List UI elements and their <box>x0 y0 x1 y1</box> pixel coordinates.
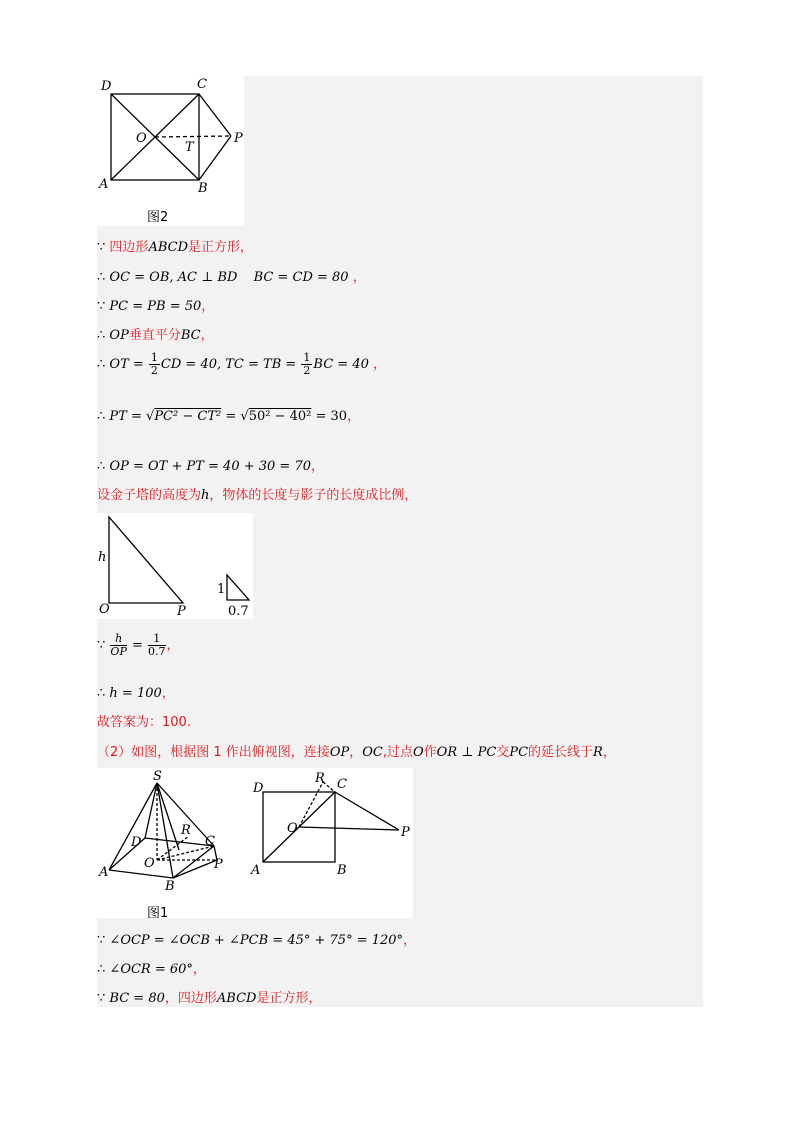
fig1-label-S: S <box>153 769 162 784</box>
fig1-label-B: B <box>165 879 175 894</box>
line-5: ∴ OT = $\frac{1}{2}$ CD = 40, TC = TB = $\frac{1}{2}$ BC = 40 ， <box>97 351 387 378</box>
figure-1-caption: 图1 <box>147 906 169 921</box>
line-15: ∵ BC = 80，四边形ABCD是正方形， <box>97 991 322 1006</box>
label-P: P <box>177 604 186 619</box>
line-10: ∴ h = 100， <box>97 686 175 701</box>
figure-1 <box>97 768 413 921</box>
figure-triangles <box>97 513 253 619</box>
label-A: A <box>99 177 109 192</box>
fig1-label-R: R <box>181 823 191 838</box>
line-12: （2）如图，根据图 1 作出俯视图，连接OP，OC,过点O作OR ⊥ PC交PC的延长线于R， <box>97 745 616 760</box>
line-4: ∴ OP垂直平分BC， <box>97 328 214 343</box>
top-label-O: O <box>287 821 298 836</box>
fraction-1-07: $\frac{1}{0.7}$ <box>148 632 166 659</box>
fig1-label-A: A <box>99 865 109 880</box>
fig1-label-O: O <box>144 856 155 871</box>
label-one: 1 <box>217 582 226 597</box>
label-T: T <box>185 140 194 155</box>
fig1-label-D: D <box>131 835 142 850</box>
label-D: D <box>101 79 112 94</box>
top-label-C: C <box>337 777 347 792</box>
line-11: 故答案为：100. <box>97 715 191 730</box>
line-3: ∵ PC = PB = 50， <box>97 299 215 314</box>
label-B: B <box>198 181 208 196</box>
top-label-B: B <box>337 863 347 878</box>
label-h: h <box>98 550 107 565</box>
top-label-R: R <box>315 771 325 786</box>
sqrt-icon: √ <box>146 409 155 424</box>
line-6: ∴ PT = √PC² − CT² = √50² − 40² = 30， <box>97 409 361 424</box>
triangles-diagram <box>97 513 253 619</box>
line-13: ∵ ∠OCP = ∠OCB + ∠PCB = 45° + 75° = 120°， <box>97 933 417 948</box>
label-C: C <box>197 77 207 92</box>
fraction-h-op: $\frac{h}{OP}$ <box>110 632 127 659</box>
figure-1-diagram <box>97 768 413 918</box>
fig1-label-P: P <box>214 857 223 872</box>
line-8: 设金子塔的高度为h，物体的长度与影子的长度成比例， <box>97 488 418 503</box>
line-1: ∵ 四边形ABCD是正方形， <box>97 240 254 255</box>
fraction-half-1: $\frac{1}{2}$ <box>150 351 158 378</box>
top-label-P: P <box>401 825 410 840</box>
sqrt-icon: √ <box>240 409 249 424</box>
figure-2-caption: 图2 <box>147 210 169 225</box>
top-label-D: D <box>253 781 264 796</box>
line-9: ∵ $\frac{h}{OP}$ = $\frac{1}{0.7}$ ， <box>97 632 180 659</box>
top-label-A: A <box>251 863 261 878</box>
label-O: O <box>99 602 110 617</box>
figure-2-diagram <box>97 76 244 226</box>
label-P: P <box>234 131 243 146</box>
label-O: O <box>136 131 147 146</box>
line-14: ∴ ∠OCR = 60°， <box>97 962 206 977</box>
fraction-half-2: $\frac{1}{2}$ <box>303 351 311 378</box>
figure-2 <box>97 76 244 226</box>
line-7: ∴ OP = OT + PT = 40 + 30 = 70， <box>97 459 325 474</box>
fig1-label-C: C <box>205 834 215 849</box>
line-2: ∴ OC = OB, AC ⊥ BD BC = CD = 80 ， <box>97 270 366 285</box>
label-zero7: 0.7 <box>228 604 249 619</box>
